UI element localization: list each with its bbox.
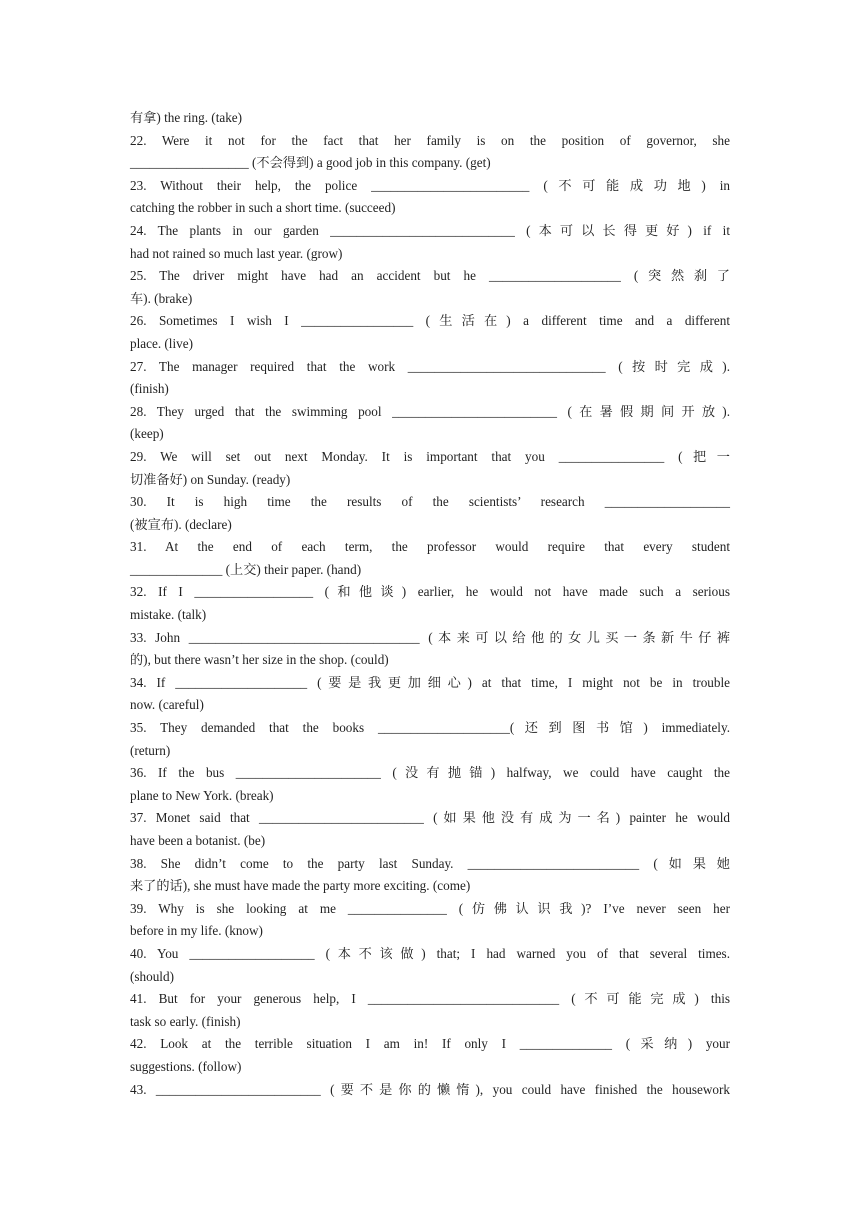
- text-line: (keep): [130, 426, 164, 442]
- text-line: 车). (brake): [130, 290, 193, 306]
- text-line: place. (live): [130, 335, 193, 351]
- text-line: plane to New York. (break): [130, 787, 274, 803]
- text-line: 40. You ___________________ (本不该做) that; I had warned you of that several times.: [130, 945, 730, 961]
- text-line: 22. Were it not for the fact that her family is on the position of governor, she: [130, 132, 730, 148]
- text-line: (finish): [130, 381, 169, 397]
- text-line: (should): [130, 968, 174, 984]
- text-line: 切准备好) on Sunday. (ready): [130, 471, 291, 487]
- text-line: 32. If I __________________ (和他谈) earlier, he would not have made such a serious: [130, 584, 730, 600]
- text-line: 39. Why is she looking at me _______________ (仿佛认识我)? I’ve never seen her: [130, 900, 730, 916]
- text-line: task so early. (finish): [130, 1013, 241, 1029]
- text-line: 36. If the bus ______________________ (没有抛锚) halfway, we could have caught the: [130, 765, 730, 781]
- text-line: 29. We will set out next Monday. It is important that you ________________ (把一: [130, 448, 730, 464]
- text-line: 25. The driver might have had an accident but he ____________________ (突然刹了: [130, 268, 730, 284]
- text-line: have been a botanist. (be): [130, 833, 266, 848]
- text-line: 的), but there wasn’t her size in the shop. (could): [130, 652, 389, 668]
- text-line: ______________ (上交) their paper. (hand): [130, 561, 362, 577]
- text-line: 43. _________________________ (要不是你的懒惰), you could have finished the housework: [130, 1081, 730, 1097]
- text-line: 31. At the end of each term, the professor would require that every student: [130, 539, 730, 555]
- text-line: 23. Without their help, the police ________________________ (不可能成功地) in: [130, 177, 730, 193]
- text-line: before in my life. (know): [130, 923, 263, 939]
- text-line: 24. The plants in our garden ____________________________ (本可以长得更好) if it: [130, 222, 730, 238]
- text-line: had not rained so much last year. (grow): [130, 245, 343, 261]
- text-line: 35. They demanded that the books ____________________(还到图书馆) immediately.: [130, 720, 730, 736]
- text-line: 41. But for your generous help, I _____________________________ (不可能完成) this: [130, 991, 730, 1007]
- text-line: 42. Look at the terrible situation I am in! If only I ______________ (采纳) your: [130, 1036, 730, 1052]
- text-line: 34. If ____________________ (要是我更加细心) at that time, I might not be in trouble: [130, 674, 730, 690]
- text-line: mistake. (talk): [130, 607, 207, 623]
- text-line: now. (careful): [130, 697, 204, 713]
- text-line: __________________ (不会得到) a good job in this company. (get): [130, 155, 491, 171]
- text-line: (return): [130, 742, 171, 758]
- text-line: 28. They urged that the swimming pool _________________________ (在暑假期间开放).: [130, 403, 730, 419]
- text-line: suggestions. (follow): [130, 1058, 242, 1074]
- text-line: 38. She didn’t come to the party last Sunday. __________________________ (如果她: [130, 855, 730, 871]
- text-line: catching the robber in such a short time. (succeed): [130, 200, 396, 216]
- text-line: (被宣布). (declare): [130, 516, 232, 532]
- text-line: 33. John ___________________________________ (本来可以给他的女儿买一条新牛仔裤: [130, 629, 730, 645]
- text-line: 37. Monet said that _________________________ (如果他没有成为一名) painter he would: [130, 810, 730, 826]
- exercise-text: [130, 107, 730, 1101]
- text-line: 30. It is high time the results of the scientists’ research ___________________: [130, 494, 730, 510]
- text-line: 来了的话), she must have made the party more exciting. (come): [130, 878, 471, 894]
- text-line: 26. Sometimes I wish I _________________ (生活在) a different time and a different: [130, 313, 730, 329]
- text-line: 有拿) the ring. (take): [130, 110, 243, 125]
- text-line: 27. The manager required that the work ______________________________ (按时完成).: [130, 358, 730, 374]
